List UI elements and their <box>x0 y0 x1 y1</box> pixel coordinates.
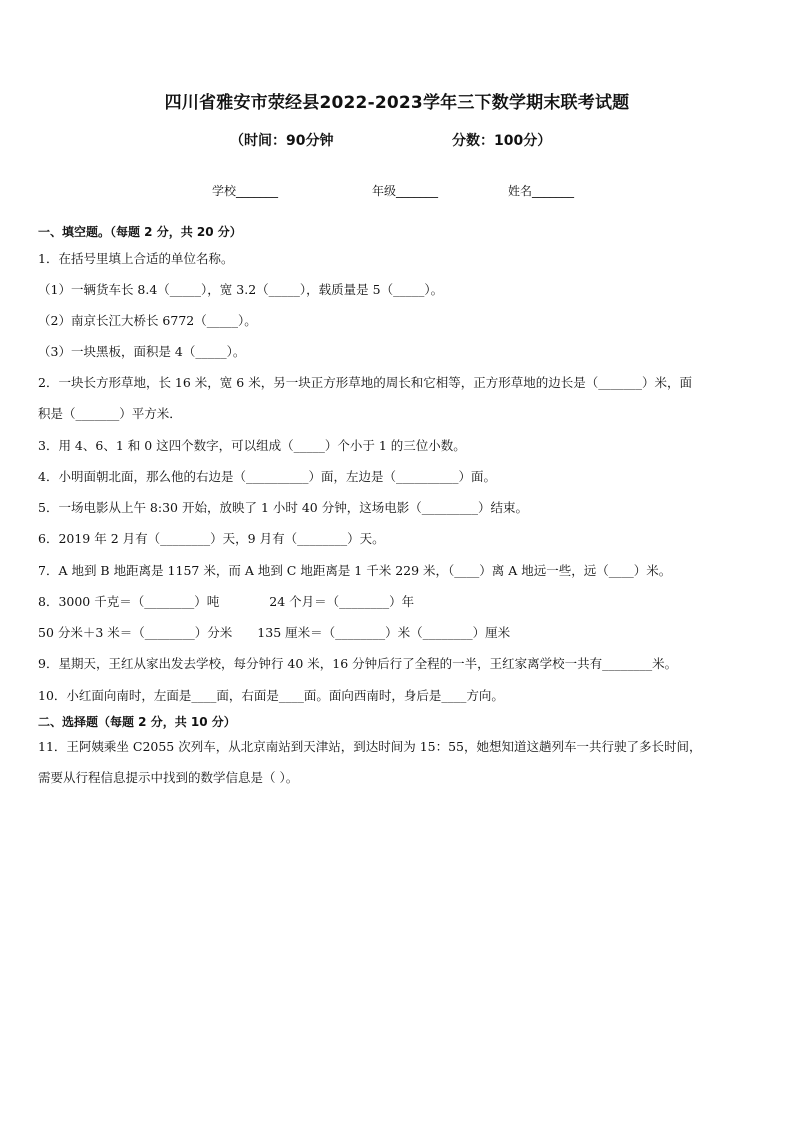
question-line: 11．王阿姨乘坐 C2055 次列车，从北京南站到天津站，到达时间为 15：55，她想知道这趟列车一共行驶了多长时间， <box>38 739 702 754</box>
question-line: （3）一块黑板，面积是 4（_____）。 <box>38 344 246 359</box>
question-line: 需要从行程信息提示中找到的数学信息是（ ）。 <box>38 770 299 785</box>
section-heading-fill-in: 一、填空题。（每题 2 分，共 20 分） <box>38 225 242 239</box>
question-line: 积是（_______）平方米． <box>38 406 182 421</box>
section-heading-multiple-choice: 二、选择题（每题 2 分，共 10 分） <box>38 715 236 729</box>
question-line: 1．在括号里填上合适的单位名称。 <box>38 251 234 266</box>
question-line: 8．3000 千克＝（________）吨 24 个月＝（________）年 <box>38 594 415 609</box>
question-line: 5．一场电影从上午 8:30 开始，放映了 1 小时 40 分钟，这场电影（_________）结束。 <box>38 500 528 515</box>
question-line: 7．A 地到 B 地距离是 1157 米，而 A 地到 C 地距离是 1 千米 229 米，（____）离 A 地远一些，远（____）米。 <box>38 563 672 578</box>
question-line: 3．用 4、6、1 和 0 这四个数字，可以组成（_____）个小于 1 的三位小数。 <box>38 438 466 453</box>
page-title: 四川省雅安市荥经县2022-2023学年三下数学期末联考试题 <box>164 93 630 113</box>
question-line: 2．一块长方形草地，长 16 米，宽 6 米，另一块正方形草地的周长和它相等，正方形草地的边长是（_______）米，面 <box>38 375 692 390</box>
question-line: （1）一辆货车长 8.4（_____），宽 3.2（_____），载质量是 5（_____）。 <box>38 282 444 297</box>
school-field: 学校_______ <box>212 184 279 198</box>
question-line: 6．2019 年 2 月有（________）天，9 月有（________）天。 <box>38 531 385 546</box>
question-line: （2）南京长江大桥长 6772（_____）。 <box>38 313 257 328</box>
exam-time: （时间：90分钟 <box>230 133 334 149</box>
question-line: 9．星期天，王红从家出发去学校，每分钟行 40 米，16 分钟后行了全程的一半，王红家离学校一共有________米。 <box>38 656 678 671</box>
question-line: 4．小明面朝北面，那么他的右边是（__________）面，左边是（__________）面。 <box>38 469 496 484</box>
exam-score: 分数：100分） <box>452 133 552 149</box>
name-field: 姓名_______ <box>508 184 575 198</box>
grade-field: 年级_______ <box>372 184 439 198</box>
question-line: 50 分米＋3 米＝（________）分米 135 厘米＝（________）米（________）厘米 <box>38 625 511 640</box>
question-line: 10．小红面向南时，左面是____面，右面是____面。面向西南时，身后是____方向。 <box>38 688 504 703</box>
